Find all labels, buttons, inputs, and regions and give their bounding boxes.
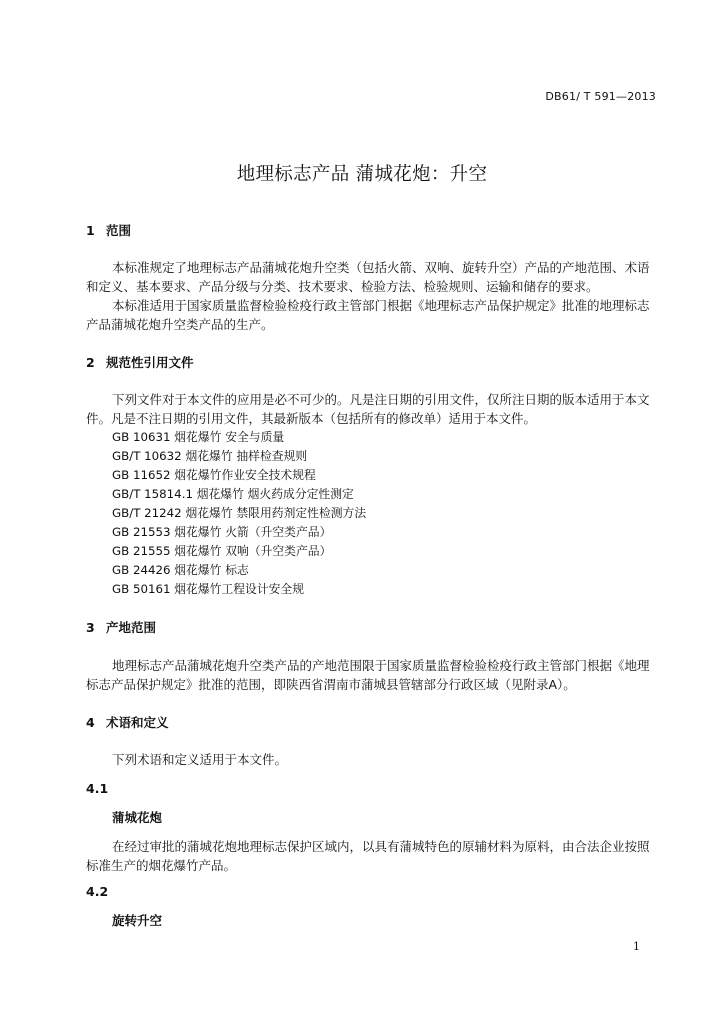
reference-item: GB/T 21242 烟花爆竹 禁限用药剂定性检测方法 (112, 506, 367, 520)
page-title: 地理标志产品 蒲城花炮：升空 (236, 164, 488, 185)
reference-item: GB 50161 烟花爆竹工程设计安全规 (112, 582, 305, 596)
s1-paragraph-2-line-1: 本标准适用于国家质量监督检验检疫行政主管部门根据《地理标志产品保护规定》批准的地理标志 (112, 298, 650, 313)
term-4-1-definition-line-1: 在经过审批的蒲城花炮地理标志保护区域内，以具有蒲城特色的原辅材料为原料，由合法企业按照 (112, 839, 650, 854)
term-4-2-number: 4.2 (86, 884, 109, 899)
section-number: 4 (86, 715, 95, 730)
reference-item: GB 10631 烟花爆竹 安全与质量 (112, 430, 285, 444)
section-title: 术语和定义 (106, 715, 169, 730)
section-title: 规范性引用文件 (106, 355, 194, 370)
s2-paragraph-line-1: 下列文件对于本文件的应用是必不可少的。凡是注日期的引用文件，仅所注日期的版本适用于本文 (112, 392, 650, 407)
s1-paragraph-1-line-1: 本标准规定了地理标志产品蒲城花炮升空类（包括火箭、双响、旋转升空）产品的产地范围、术语 (112, 260, 650, 275)
reference-item: GB 11652 烟花爆竹作业安全技术规程 (112, 468, 316, 482)
section-3-heading (86, 618, 156, 636)
page-number: 1 (633, 940, 640, 953)
term-4-1-definition-line-2: 标准生产的烟花爆竹产品。 (86, 858, 237, 873)
section-title: 产地范围 (106, 620, 157, 635)
section-title: 范围 (106, 223, 132, 238)
term-4-1-name: 蒲城花炮 (112, 810, 163, 825)
reference-item: GB 21555 烟花爆竹 双响（升空类产品） (112, 544, 332, 558)
reference-item: GB/T 15814.1 烟花爆竹 烟火药成分定性测定 (112, 487, 354, 501)
s3-paragraph-line-1: 地理标志产品蒲城花炮升空类产品的产地范围限于国家质量监督检验检疫行政主管部门根据《地理 (112, 658, 650, 673)
doc-code: DB61/ T 591—2013 (545, 90, 656, 103)
s1-paragraph-2-line-2: 产品蒲城花炮升空类产品的生产。 (86, 317, 274, 332)
reference-item: GB/T 10632 烟花爆竹 抽样检查规则 (112, 449, 308, 463)
reference-item: GB 24426 烟花爆竹 标志 (112, 563, 249, 577)
s4-paragraph: 下列术语和定义适用于本文件。 (112, 752, 288, 767)
section-4-heading (86, 713, 169, 731)
reference-item: GB 21553 烟花爆竹 火箭（升空类产品） (112, 525, 332, 539)
s2-paragraph-line-2: 件。凡是不注日期的引用文件，其最新版本（包括所有的修改单）适用于本文件。 (86, 411, 537, 426)
section-2-heading (86, 353, 194, 371)
s3-paragraph-line-2: 标志产品保护规定》批准的范围，即陕西省渭南市蒲城县管辖部分行政区域（见附录A）。 (86, 677, 576, 692)
section-number: 2 (86, 355, 95, 370)
section-number: 3 (86, 620, 95, 635)
section-1-heading (86, 221, 131, 239)
term-4-1-number: 4.1 (86, 781, 109, 796)
term-4-2-name: 旋转升空 (112, 913, 163, 928)
s1-paragraph-1-line-2: 和定义、基本要求、产品分级与分类、技术要求、检验方法、检验规则、运输和储存的要求。 (86, 279, 599, 294)
section-number: 1 (86, 223, 95, 238)
